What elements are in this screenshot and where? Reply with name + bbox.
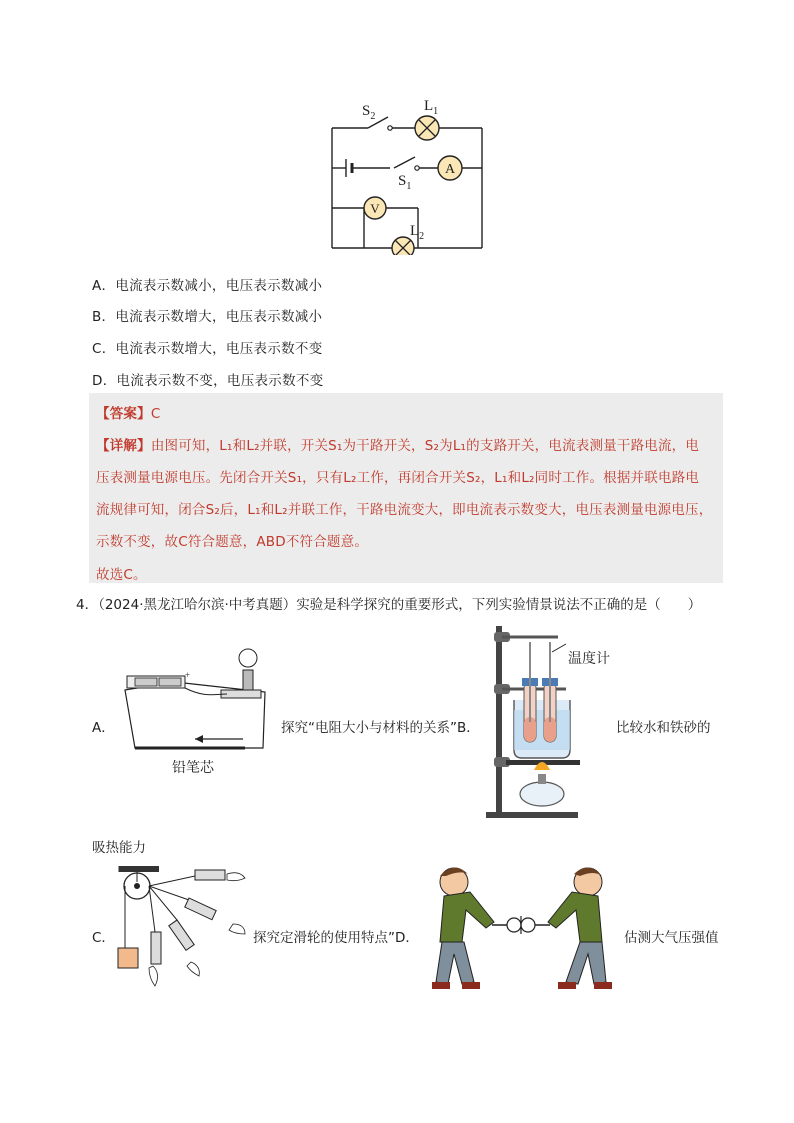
option-d-text[interactable]: 估测大气压强值: [624, 930, 719, 946]
answer-panel: [89, 393, 723, 583]
option-c[interactable]: C．电流表示数增大，电压表示数不变: [92, 341, 323, 357]
lamp-l2-icon: [392, 237, 414, 255]
detail-tag: 【详解】: [96, 438, 151, 454]
circuit-diagram: [320, 95, 500, 255]
detail-line-3: 流规律可知，闭合S₂后，L₁和L₂并联工作，干路电流变大，即电流表示数变大，电压表测量电源电压，: [96, 502, 713, 518]
option-b-text[interactable]: 比较水和铁砂的: [616, 720, 711, 736]
label-l2: $L_2$: [410, 223, 425, 242]
ammeter-icon: [438, 156, 462, 180]
label-l1: $L_1$: [424, 98, 439, 117]
option-a-letter[interactable]: A．: [92, 720, 115, 736]
detail-line-1: 【详解】由图可知，L₁和L₂并联，开关S₁为干路开关，S₂为L₁的支路开关，电流表测量干路电流，电: [96, 438, 700, 454]
fixed-pulley-image: [115, 862, 255, 1002]
svg-text:+: +: [185, 670, 191, 680]
pencil-lead-label: 铅笔芯: [172, 760, 214, 776]
label-s1: $S_1$: [398, 173, 412, 192]
svg-text:V: V: [370, 201, 380, 216]
conclusion-line: 故选C。: [96, 567, 147, 583]
option-a[interactable]: A．电流表示数减小，电压表示数减小: [92, 278, 323, 294]
option-d[interactable]: D．电流表示数不变，电压表示数不变: [92, 373, 324, 389]
detail-line-2: 压表测量电源电压。先闭合开关S₁，只有L₂工作，再闭合开关S₂，L₁和L₂同时工作。根据并联电路电: [96, 470, 700, 486]
label-s2: $S_2$: [362, 103, 376, 122]
option-c-text[interactable]: 探究定滑轮的使用特点”D．: [253, 930, 419, 946]
lamp-l1-icon: [415, 116, 439, 140]
question-4-stem: 4．（2024·黑龙江哈尔滨·中考真题）实验是科学探究的重要形式，下列实验情景说法不正确的是（ ）: [76, 597, 702, 613]
option-c-letter[interactable]: C．: [92, 930, 115, 946]
magdeburg-pull-image: [426, 862, 616, 1002]
s2-contact-icon: [388, 126, 392, 130]
answer-tag: 【答案】: [96, 406, 151, 422]
answer-line: [96, 402, 160, 422]
option-a-text[interactable]: 探究“电阻大小与材料的关系”B．: [281, 720, 480, 736]
svg-text:A: A: [444, 162, 456, 177]
s1-contact-icon: [415, 166, 419, 170]
voltmeter-icon: [364, 197, 386, 219]
thermometer-label: 温度计: [568, 651, 610, 667]
detail-line-4: 示数不变，故C符合题意，ABD不符合题意。: [96, 534, 369, 550]
option-b-text-2[interactable]: 吸热能力: [92, 840, 146, 856]
option-b[interactable]: B．电流表示数增大，电压表示数减小: [92, 309, 323, 325]
answer-value: C: [150, 406, 161, 422]
